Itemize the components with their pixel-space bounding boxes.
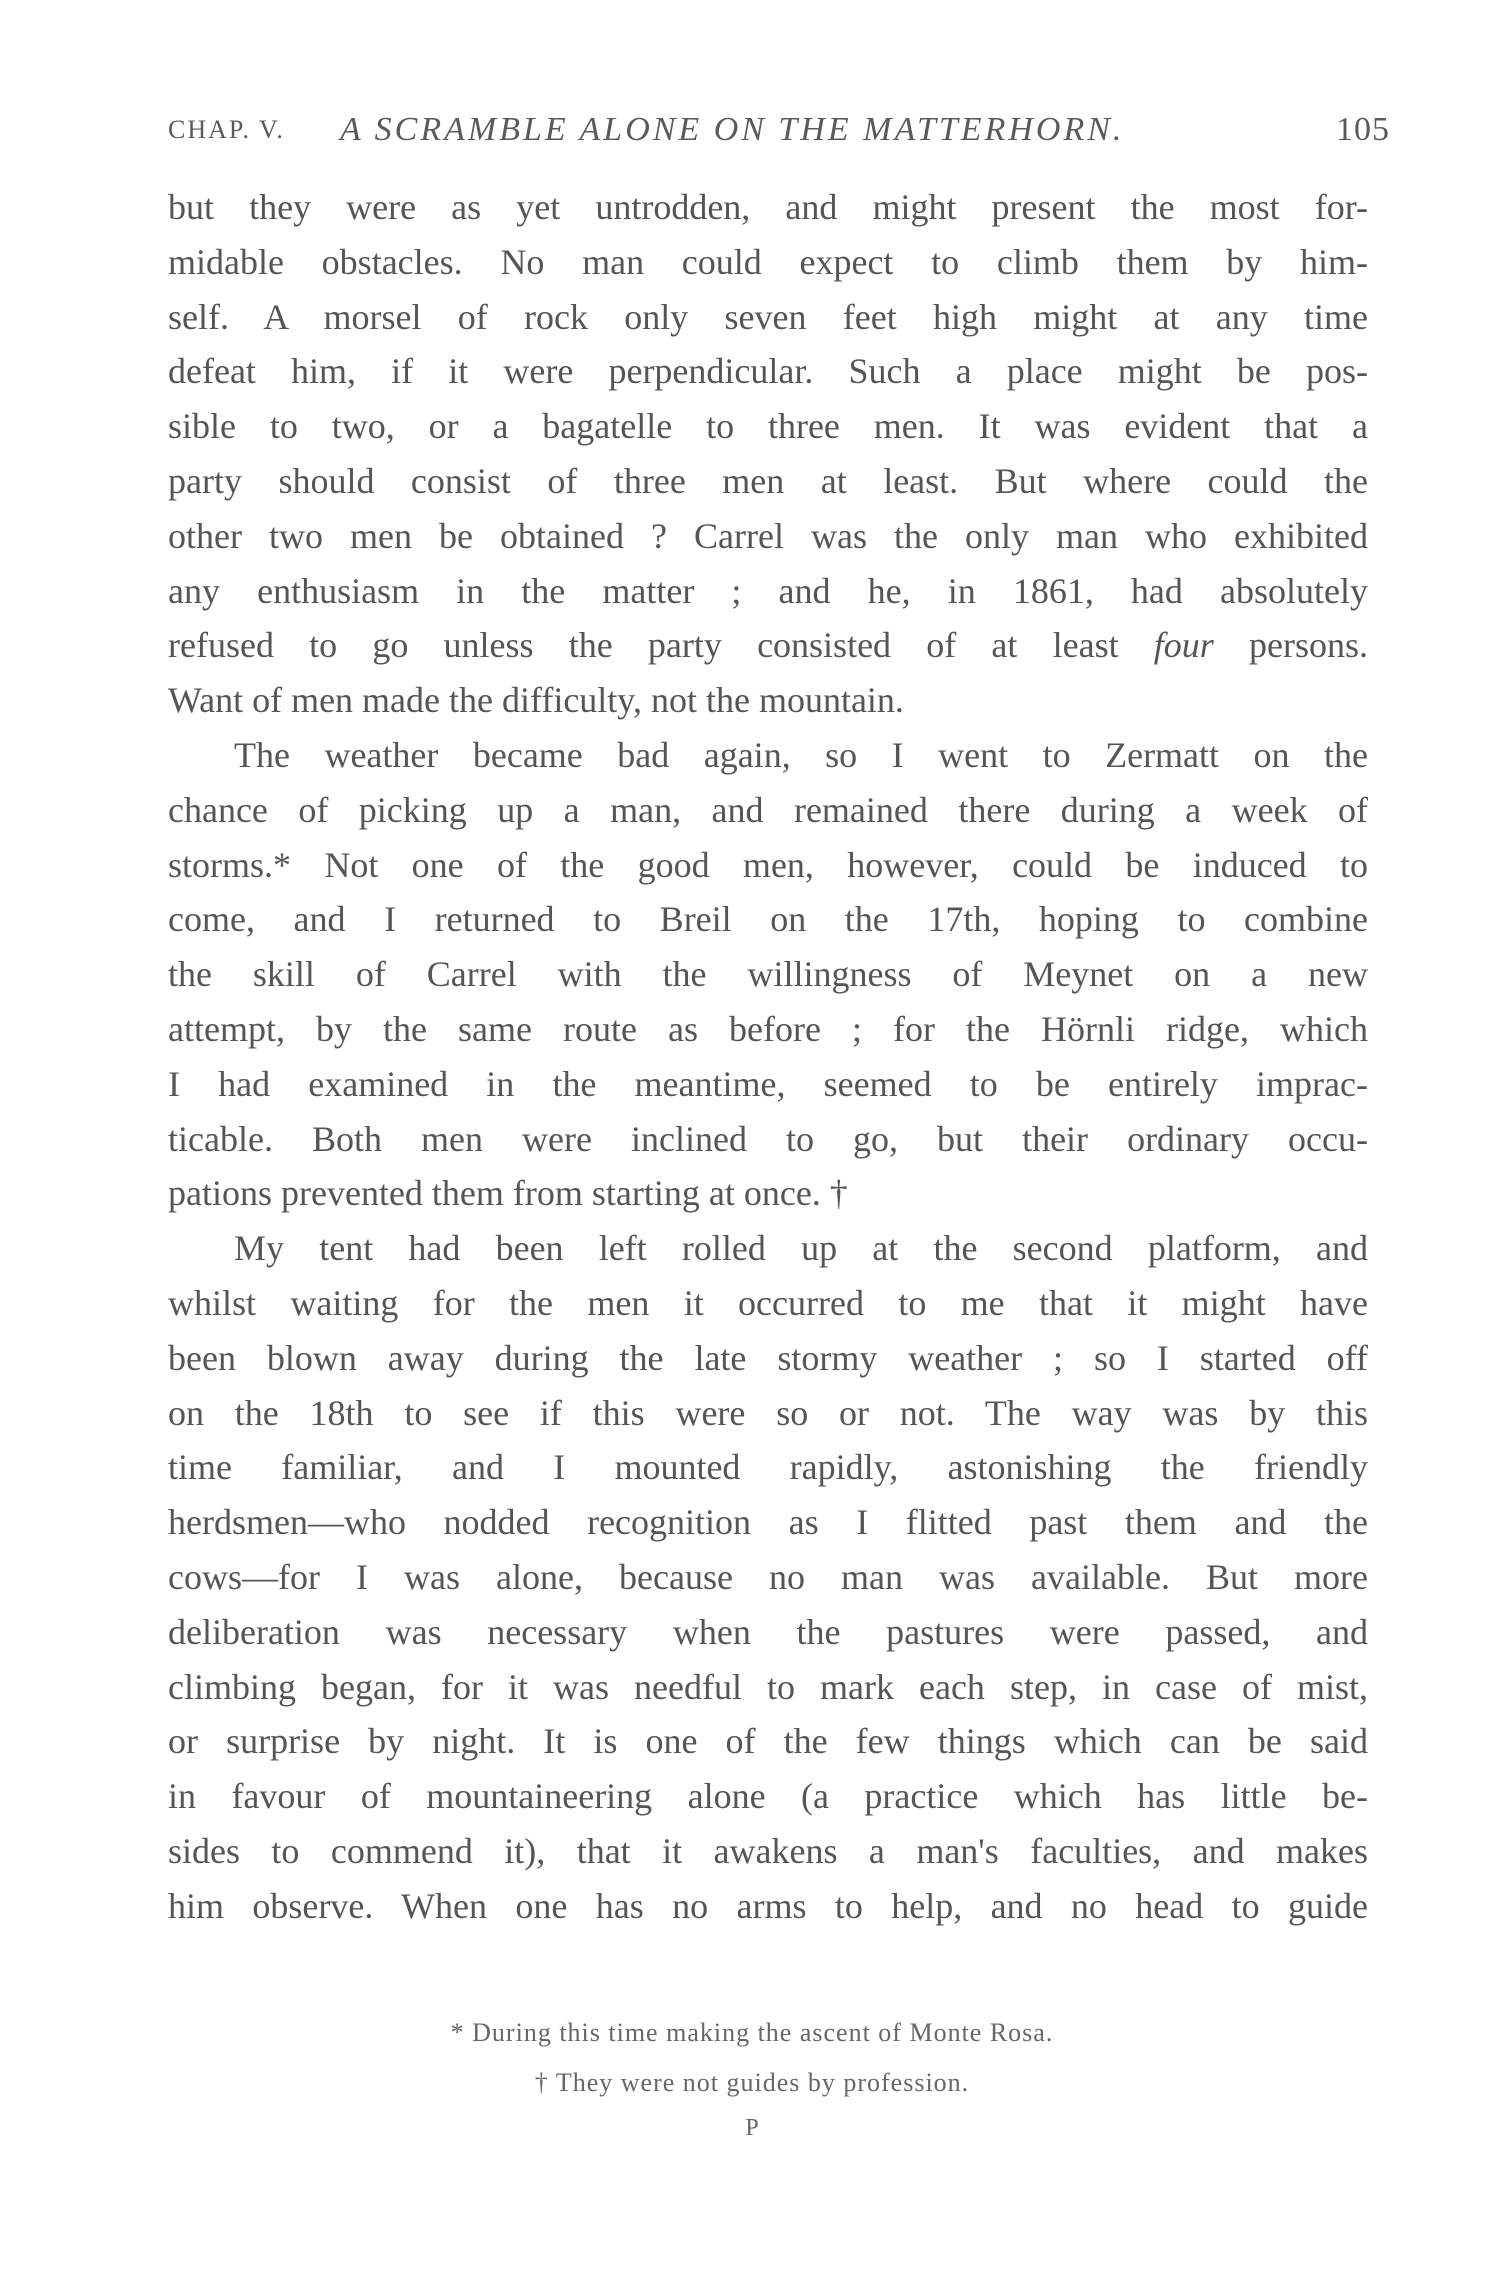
text-line: sides to commend it), that it awakens a man's faculties, and makes [168, 1830, 1368, 1871]
text-line: cows—for I was alone, because no man was available. But more [168, 1556, 1368, 1597]
text-line: party should consist of three men at least. But where could the [168, 460, 1368, 501]
text-line: time familiar, and I mounted rapidly, astonishing the friendly [168, 1447, 1368, 1488]
text-line: I had examined in the meantime, seemed to be entirely imprac- [168, 1063, 1368, 1104]
text-line: chance of picking up a man, and remained there during a week of [168, 789, 1368, 830]
emphasis-word: four [1153, 625, 1214, 666]
text-line: climbing began, for it was needful to mark each step, in case of mist, [168, 1666, 1368, 1707]
printer-signature: P [745, 2115, 759, 2141]
text-line: him observe. When one has no arms to help, and no head to guide [168, 1885, 1368, 1926]
text-line: on the 18th to see if this were so or not. The way was by this [168, 1392, 1368, 1433]
text-line: in favour of mountaineering alone (a practice which has little be- [168, 1776, 1368, 1817]
text-line: come, and I returned to Breil on the 17th, hoping to combine [168, 899, 1368, 940]
paragraph-last-line: Want of men made the difficulty, not the mountain. [168, 680, 904, 721]
text-line: whilst waiting for the men it occurred to me that it might have [168, 1282, 1368, 1323]
chapter-title: A SCRAMBLE ALONE ON THE MATTERHORN. [340, 111, 1125, 148]
text-line: other two men be obtained ? Carrel was the only man who exhibited [168, 515, 1368, 556]
body-text [168, 180, 1368, 1934]
footnote-dagger: † They were not guides by profession. [534, 2068, 970, 2097]
text-line: any enthusiasm in the matter ; and he, in 1861, had absolutely [168, 570, 1368, 611]
text-line: the skill of Carrel with the willingness of Meynet on a new [168, 954, 1368, 995]
page-number: 105 [1336, 111, 1390, 148]
running-head [168, 108, 1390, 152]
text-line: ticable. Both men were inclined to go, but their ordinary occu- [168, 1118, 1368, 1159]
text-run: refused to go unless the party consisted of at least [168, 625, 1119, 666]
paragraph-first-line: The weather became bad again, so I went to Zermatt on the [234, 734, 1368, 775]
text-line: but they were as yet untrodden, and might present the most for- [168, 187, 1368, 227]
text-line-with-emphasis [168, 618, 1368, 673]
paragraph-first-line: My tent had been left rolled up at the second platform, and [234, 1228, 1368, 1269]
text-line: been blown away during the late stormy weather ; so I started off [168, 1337, 1368, 1378]
text-line: midable obstacles. No man could expect to climb them by him- [168, 241, 1368, 282]
text-line: self. A morsel of rock only seven feet high might at any time [168, 296, 1368, 337]
footnote-star: * During this time making the ascent of Monte Rosa. [450, 2018, 1054, 2047]
text-line: or surprise by night. It is one of the few things which can be said [168, 1721, 1368, 1762]
text-run: persons. [1249, 625, 1369, 666]
chapter-label: CHAP. V. [168, 115, 285, 144]
text-line: sible to two, or a bagatelle to three men. It was evident that a [168, 406, 1368, 447]
text-line: defeat him, if it were perpendicular. Such a place might be pos- [168, 351, 1368, 392]
paragraph-last-line: pations prevented them from starting at once. † [168, 1173, 848, 1214]
text-line: attempt, by the same route as before ; for the Hörnli ridge, which [168, 1008, 1368, 1049]
text-line: storms.* Not one of the good men, however, could be induced to [168, 844, 1368, 885]
text-line: deliberation was necessary when the pastures were passed, and [168, 1611, 1368, 1652]
text-line: herdsmen—who nodded recognition as I flitted past them and the [168, 1502, 1368, 1543]
footnotes [0, 2008, 1504, 2148]
